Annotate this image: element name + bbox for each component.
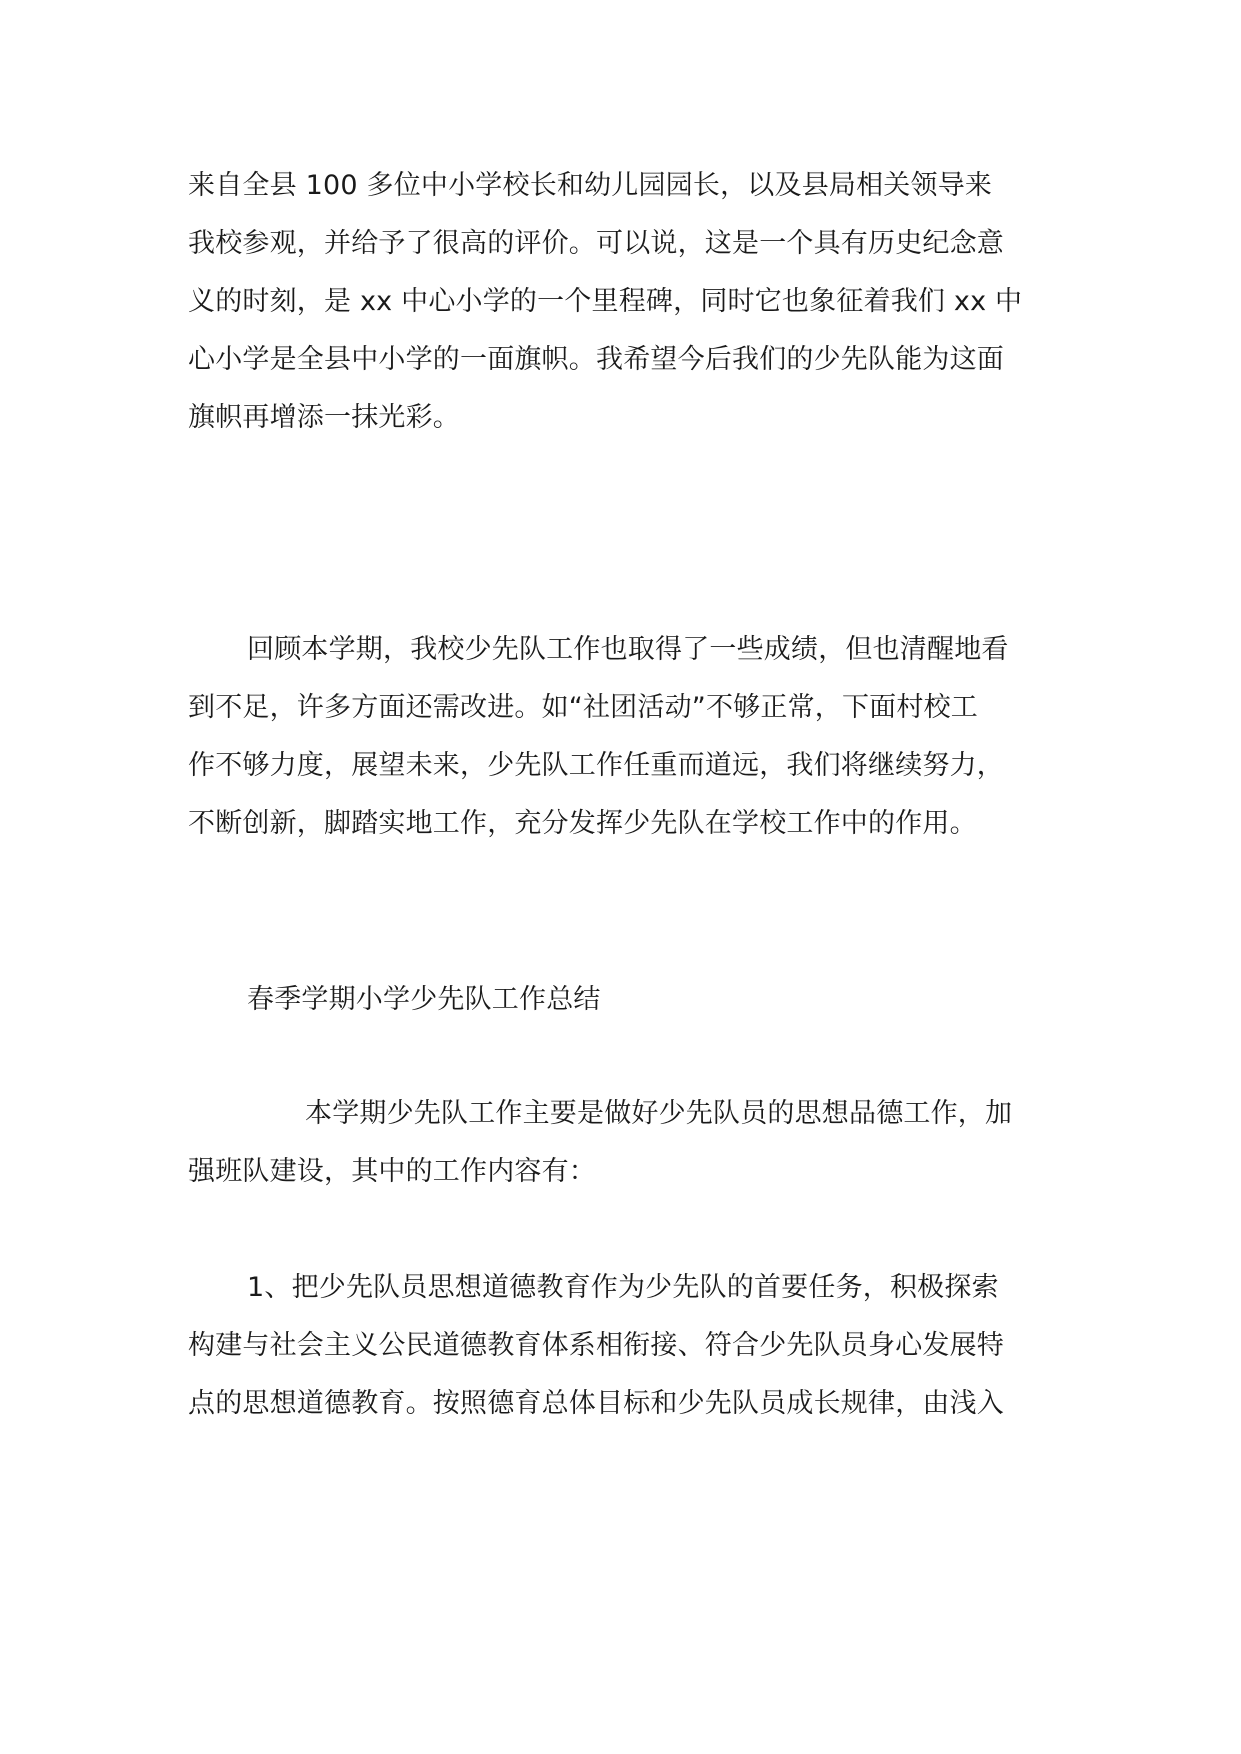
paragraph-1-line-4: 心小学是全县中小学的一面旗帜。我希望今后我们的少先队能为这面 xyxy=(188,344,1004,375)
paragraph-1-line-2: 我校参观，并给予了很高的评价。可以说，这是一个具有历史纪念意 xyxy=(188,228,1004,259)
paragraph-2-line-1: 回顾本学期，我校少先队工作也取得了一些成绩，但也清醒地看 xyxy=(247,634,1009,665)
paragraph-4-line-3: 点的思想道德教育。按照德育总体目标和少先队员成长规律，由浅入 xyxy=(188,1388,1004,1419)
paragraph-4-line-2: 构建与社会主义公民道德教育体系相衔接、符合少先队员身心发展特 xyxy=(188,1330,1004,1361)
paragraph-1-line-1: 来自全县 100 多位中小学校长和幼儿园园长，以及县局相关领导来 xyxy=(188,170,993,201)
paragraph-1-line-3: 义的时刻，是 xx 中心小学的一个里程碑，同时它也象征着我们 xx 中 xyxy=(188,286,1023,317)
paragraph-2-line-2: 到不足，许多方面还需改进。如“社团活动”不够正常，下面村校工 xyxy=(188,692,978,723)
paragraph-3-line-1: 本学期少先队工作主要是做好少先队员的思想品德工作，加 xyxy=(305,1098,1013,1129)
paragraph-1-line-5: 旗帜再增添一抹光彩。 xyxy=(188,402,460,433)
paragraph-2-line-4: 不断创新，脚踏实地工作，充分发挥少先队在学校工作中的作用。 xyxy=(188,808,977,839)
paragraph-3-line-2: 强班队建设，其中的工作内容有： xyxy=(188,1156,596,1187)
paragraph-2-line-3: 作不够力度，展望未来，少先队工作任重而道远，我们将继续努力， xyxy=(188,750,1004,781)
section-title: 春季学期小学少先队工作总结 xyxy=(247,984,601,1015)
paragraph-4-line-1: 1、把少先队员思想道德教育作为少先队的首要任务，积极探索 xyxy=(247,1272,999,1303)
